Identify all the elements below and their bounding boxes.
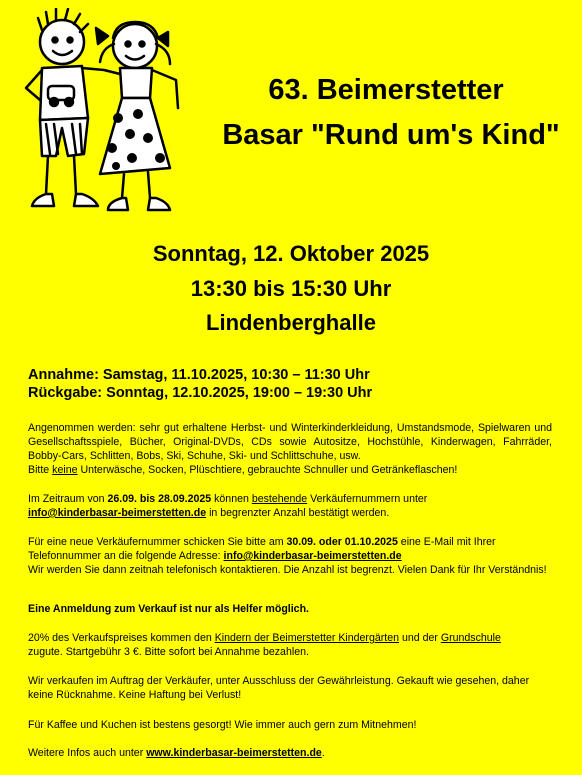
existing-dates: 26.09. bis 28.09.2025	[107, 493, 212, 505]
accepted-items: Angenommen werden: sehr gut erhaltene Herbst- und Winterkinderkleidung, Umstandsmode, Spielwaren und Gesellschaftsspiele, Bücher, Original-DVDs, CDs sowie Autositze, Hochstühle, Kinderwagen, Fahrräder, Bobby-Cars, Schlitten, Bobs, Ski, Schuhe, Ski- und Schlittschuhe, usw.	[28, 422, 552, 462]
more-info-suffix: .	[321, 747, 325, 759]
event-time: 13:30 bis 15:30 Uhr	[190, 276, 392, 301]
children-illustration	[20, 8, 190, 218]
not-accepted-items	[28, 463, 552, 477]
kindergarten-text: Kindern der Beimerstetter Kindergärten	[214, 632, 399, 644]
website-link[interactable]: www.kinderbasar-beimerstetten.de	[146, 747, 322, 759]
event-date: Sonntag, 12. Oktober 2025	[152, 241, 430, 266]
existing-after: Verkäufernummern unter	[310, 493, 428, 505]
new-rest: Wir werden Sie dann zeitnah telefonisch kontaktieren. Die Anzahl ist begrenzt. Vielen Dank für Ihr Verständnis!	[28, 564, 547, 576]
new-number-paragraph	[28, 535, 552, 577]
title-line-2: Basar "Rund um's Kind"	[222, 119, 560, 151]
rueckgabe-schedule: Rückgabe: Sonntag, 12.10.2025, 19:00 – 19:30 Uhr	[28, 385, 373, 401]
not-accepted-list: Unterwäsche, Socken, Plüschtiere, gebrauchte Schnuller und Getränkeflaschen!	[80, 464, 458, 476]
email-link[interactable]: info@kinderbasar-beimerstetten.de	[28, 507, 207, 519]
more-info-paragraph	[28, 746, 552, 760]
existing-keyword: bestehende	[251, 493, 308, 505]
disclaimer-paragraph: Wir verkaufen im Auftrag der Verkäufer, unter Ausschluss der Gewährleistung. Gekauft wie gesehen, daher keine Rücknahme. Keine Haftung bei Verlust!	[28, 675, 530, 701]
donation-prefix: 20% des Verkaufspreises kommen den	[28, 632, 212, 644]
not-accepted-prefix: Bitte	[28, 464, 50, 476]
donation-paragraph	[28, 631, 552, 659]
new-dates: 30.09. oder 01.10.2025	[286, 536, 398, 548]
more-info-prefix: Weitere Infos auch unter	[28, 747, 144, 759]
existing-suffix: in begrenzter Anzahl bestätigt werden.	[209, 507, 390, 519]
not-accepted-keyword: keine	[52, 464, 78, 476]
grundschule-text: Grundschule	[440, 632, 501, 644]
new-line2-start: Telefonnummer an die folgende Adresse:	[28, 550, 221, 562]
girl-figure	[96, 22, 178, 210]
donation-suffix: zugute. Startgebühr 3 €. Bitte sofort bei Annahme bezahlen.	[28, 646, 309, 658]
new-line1-end: eine E-Mail mit Ihrer	[400, 536, 496, 548]
helper-note: Eine Anmeldung zum Verkauf ist nur als Helfer möglich.	[28, 603, 309, 615]
donation-middle: und der	[401, 632, 438, 644]
email-link[interactable]: info@kinderbasar-beimerstetten.de	[223, 550, 402, 562]
existing-numbers-paragraph	[28, 492, 552, 520]
title-line-1: 63. Beimerstetter	[268, 74, 504, 106]
cafe-paragraph: Für Kaffee und Kuchen ist bestens gesorgt! Wie immer auch gern zum Mitnehmen!	[28, 719, 417, 731]
new-prefix: Für eine neue Verkäufernummer schicken Sie bitte am	[28, 536, 284, 548]
existing-prefix: Im Zeitraum von	[28, 493, 105, 505]
annahme-schedule: Annahme: Samstag, 11.10.2025, 10:30 – 11:30 Uhr	[28, 367, 370, 383]
existing-middle: können	[214, 493, 249, 505]
event-location: Lindenberghalle	[206, 310, 376, 335]
